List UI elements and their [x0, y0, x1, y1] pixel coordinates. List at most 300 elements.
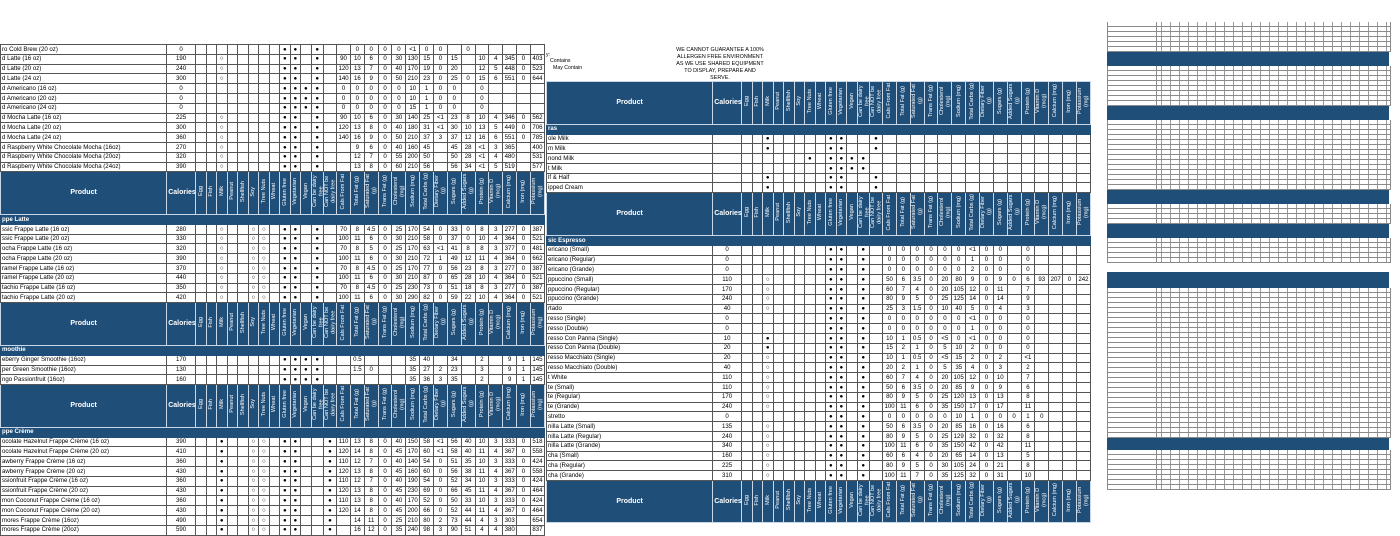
nutrient-value: 13	[350, 467, 364, 477]
allergen-mark	[773, 255, 784, 265]
nutrient-value: 2	[966, 353, 980, 363]
nutrient-value: 448	[504, 65, 515, 73]
allergen-mark	[763, 245, 774, 255]
column-header	[952, 193, 966, 236]
nutrient-value: 2	[966, 343, 980, 353]
nutrient-value	[1076, 343, 1090, 353]
column-header-label: Calcium (mg)	[506, 387, 513, 421]
diet-mark: ●	[857, 304, 869, 314]
diet-mark: ●	[836, 441, 847, 451]
allergen-mark: ●	[217, 457, 228, 467]
nutrient-value	[530, 103, 544, 113]
nutrient-value	[1063, 333, 1077, 343]
column-header-label: Dietary Fiber (g)	[980, 84, 993, 118]
diet-mark: ●	[311, 224, 323, 234]
column-header	[290, 303, 301, 346]
diet-mark: ●	[311, 74, 323, 84]
nutrient-value: 44	[461, 516, 475, 526]
mini-header-band	[1107, 438, 1389, 450]
allergen-mark: ●	[805, 154, 816, 164]
nutrient-value: 4	[475, 516, 489, 526]
nutrient-value: 12	[350, 152, 364, 162]
nutrient-value: 0	[938, 265, 952, 275]
nutrient-value: 387	[532, 284, 543, 292]
nutrient-value: 0	[350, 103, 364, 113]
nutrient-value: 367	[504, 448, 515, 456]
allergen-mark	[259, 142, 270, 152]
allergen-mark: ○	[248, 264, 259, 274]
nutrient-value	[1076, 154, 1090, 164]
column-header	[763, 82, 774, 125]
nutrient-value: 13	[350, 64, 364, 74]
nutrient-value: 36	[420, 375, 434, 385]
nutrient-value: 0	[378, 142, 392, 152]
allergen-mark	[794, 471, 805, 481]
product-name: ppuccino (Small)	[547, 275, 713, 285]
nutrient-value: 105	[953, 461, 964, 469]
allergen-mark	[238, 234, 249, 244]
allergen-mark	[763, 265, 774, 275]
nutrient-value: 30	[392, 273, 406, 283]
nutrient-value	[1076, 451, 1090, 461]
column-header-label: Saturated Fat (g)	[910, 84, 924, 118]
column-header-label: Protein (g)	[1024, 486, 1031, 513]
column-header	[815, 480, 826, 523]
nutrient-value: 1	[896, 333, 910, 343]
nutrient-value: 1.5	[350, 365, 364, 375]
nutrient-value: 0	[980, 324, 994, 334]
nutrient-value: 80	[883, 294, 897, 304]
mini-row-name	[1108, 333, 1157, 337]
nutrient-value: 364	[504, 274, 515, 282]
diet-mark	[301, 516, 312, 526]
allergen-mark	[206, 496, 217, 506]
column-header-label: Protein (g)	[1024, 199, 1031, 226]
diet-mark: ●	[280, 365, 291, 375]
allergen-mark	[773, 324, 784, 334]
allergen-mark	[794, 265, 805, 275]
allergen-mark: ○	[217, 254, 228, 264]
nutrient-value: 4	[489, 152, 503, 162]
nutrient-value: 8	[350, 264, 364, 274]
section-title: ppe Crème	[1, 427, 545, 437]
product-name: d Americano (24 oz)	[1, 103, 167, 113]
mini-row-name	[1108, 413, 1157, 417]
allergen-mark: ○	[763, 284, 774, 294]
nutrient-value: 85	[952, 422, 966, 432]
allergen-mark	[227, 234, 238, 244]
nutrient-value: 785	[532, 133, 543, 141]
column-header	[773, 193, 784, 236]
column-header	[938, 82, 952, 125]
diet-mark	[869, 245, 882, 255]
mini-row-name	[1108, 343, 1157, 347]
nutrient-value: 9	[364, 74, 378, 84]
allergen-mark	[217, 355, 228, 365]
allergen-mark: ●	[217, 525, 228, 535]
nutrient-value: 400	[532, 143, 543, 151]
diet-mark: ●	[836, 324, 847, 334]
allergen-mark	[206, 74, 217, 84]
diet-mark: ●	[311, 64, 323, 74]
nutrient-value: 0	[378, 283, 392, 293]
diet-mark: ●	[826, 461, 837, 471]
allergen-mark	[195, 162, 206, 172]
nutrient-value: 0	[993, 343, 1007, 353]
diet-mark: ●	[280, 234, 291, 244]
allergen-mark	[269, 355, 280, 365]
allergen-mark	[805, 382, 816, 392]
allergen-mark	[259, 375, 270, 385]
nutrient-value: 0	[924, 461, 938, 471]
nutrient-value: 52	[447, 506, 461, 516]
nutrient-value: 8	[461, 113, 475, 123]
nutrient-value: 464	[532, 487, 543, 495]
nutrient-value: 60	[420, 467, 434, 477]
diet-mark	[301, 74, 312, 84]
table-row	[547, 304, 1091, 314]
nutrient-value	[1007, 163, 1021, 173]
allergen-mark	[815, 324, 826, 334]
column-header-label: Calcium (mg)	[506, 174, 513, 208]
product-name: per Green Smoothie (16oz)	[1, 365, 167, 375]
allergen-mark: ○	[248, 467, 259, 477]
allergen-mark	[815, 245, 826, 255]
allergen-mark: ○	[217, 283, 228, 293]
product-name: mores Frappe Crème (20oz)	[1, 525, 167, 535]
diet-mark: ●	[280, 74, 291, 84]
column-header-label: Can NOT be dairy free	[323, 388, 337, 420]
nutrient-value: 2	[434, 516, 448, 526]
nutrient-value	[1007, 353, 1021, 363]
nutrient-value: 0	[924, 382, 938, 392]
nutrient-value: 5	[489, 64, 503, 74]
diet-mark: ●	[869, 183, 882, 193]
allergen-mark	[763, 163, 774, 173]
nutrient-value: 8	[364, 447, 378, 457]
allergen-mark	[227, 516, 238, 526]
nutrient-value: 30	[392, 293, 406, 303]
diet-mark: ●	[847, 163, 858, 173]
allergen-mark	[773, 373, 784, 383]
nutrient-value: 0	[434, 54, 448, 64]
nutrient-value: 15	[883, 343, 897, 353]
column-header-label: Shellfish	[785, 489, 792, 511]
allergen-mark	[227, 123, 238, 133]
allergen-mark	[206, 293, 217, 303]
allergen-mark: ●	[217, 437, 228, 447]
nutrient-value	[1049, 163, 1063, 173]
mini-row-name	[1108, 180, 1157, 184]
nutrient-value: 3	[475, 365, 489, 375]
nutrient-value: 210	[407, 516, 418, 524]
allergen-mark	[752, 363, 763, 373]
nutrient-value: 45	[392, 467, 406, 477]
nutrient-value: 0	[434, 234, 448, 244]
diet-mark	[323, 142, 336, 152]
table-row	[1, 516, 545, 526]
nutrient-value: 0	[980, 422, 994, 432]
allergen-mark	[195, 496, 206, 506]
table-row	[547, 314, 1091, 324]
table-row	[547, 154, 1091, 164]
nutrient-value: 0	[378, 293, 392, 303]
diet-mark	[323, 283, 336, 293]
nutrient-value: 30	[447, 123, 461, 133]
allergen-mark: ○	[217, 273, 228, 283]
column-header	[794, 82, 805, 125]
allergen-mark	[227, 93, 238, 103]
diet-mark: ●	[857, 275, 869, 285]
nutrient-value: 0	[378, 162, 392, 172]
nutrient-value: 13	[350, 162, 364, 172]
diet-mark	[301, 457, 312, 467]
table-row	[547, 343, 1091, 353]
nutrient-value: 4	[489, 113, 503, 123]
nutrient-value: 380	[504, 526, 515, 534]
allergen-mark	[206, 133, 217, 143]
calories-value: 390	[167, 437, 196, 447]
nutrient-value: 6	[364, 293, 378, 303]
allergen-mark	[815, 363, 826, 373]
allergen-mark	[805, 324, 816, 334]
nutrient-value	[517, 45, 531, 55]
nutrient-value: 25	[938, 392, 952, 402]
allergen-mark	[227, 273, 238, 283]
allergen-mark	[227, 74, 238, 84]
nutrient-value: 10	[406, 93, 420, 103]
column-header	[195, 172, 206, 215]
allergen-mark	[794, 163, 805, 173]
product-name: stretto	[547, 412, 713, 422]
allergen-mark	[794, 314, 805, 324]
nutrient-value: 13	[350, 123, 364, 133]
mini-row-name	[1108, 485, 1157, 489]
allergen-mark	[259, 365, 270, 375]
column-header	[1021, 480, 1035, 523]
diet-mark: ●	[280, 142, 291, 152]
allergen-mark	[794, 392, 805, 402]
allergen-mark	[195, 84, 206, 94]
nutrient-value: 9	[503, 365, 517, 375]
nutrient-value	[392, 355, 406, 365]
calories-value: 440	[167, 273, 196, 283]
allergen-mark	[741, 431, 752, 441]
nutrient-value	[966, 144, 980, 154]
diet-mark: ●	[323, 496, 336, 506]
mini-row	[1107, 258, 1391, 263]
allergen-mark	[238, 457, 249, 467]
nutrient-value	[1007, 183, 1021, 193]
allergen-mark	[741, 245, 752, 255]
allergen-mark: ○	[248, 496, 259, 506]
diet-mark: ●	[280, 54, 291, 64]
allergen-mark	[784, 461, 795, 471]
allergen-mark	[269, 293, 280, 303]
allergen-mark	[794, 382, 805, 392]
product-name: d Latte (20 oz)	[1, 64, 167, 74]
mini-row-name	[1108, 393, 1157, 397]
column-header: Calories	[713, 82, 742, 125]
diet-mark: ●	[857, 373, 869, 383]
nutrient-value: 521	[532, 294, 543, 302]
nutrient-value	[337, 375, 351, 385]
column-header-label: Soy	[796, 495, 803, 505]
diet-mark: ●	[280, 244, 291, 254]
nutrient-value: 0	[883, 412, 897, 422]
mini-row-name	[1108, 120, 1157, 124]
diet-mark: ●	[280, 45, 291, 55]
mini-row-name	[1108, 47, 1157, 51]
nutrient-value	[1007, 154, 1021, 164]
nutrient-value: 1	[966, 324, 980, 334]
nutrient-value	[980, 134, 994, 144]
allergen-mark	[741, 324, 752, 334]
nutrient-value: 13	[350, 437, 364, 447]
product-name: m Milk	[547, 144, 713, 154]
allergen-mark	[227, 457, 238, 467]
nutrient-value: 0	[952, 314, 966, 324]
diet-mark: ●	[280, 355, 291, 365]
column-header-label: Potassium (mg)	[531, 178, 544, 205]
allergen-mark	[269, 162, 280, 172]
column-header	[826, 480, 837, 523]
allergen-mark	[227, 103, 238, 113]
nutrient-value	[1049, 441, 1063, 451]
column-header-label: Potassium (mg)	[1077, 486, 1090, 513]
allergen-mark: ○	[259, 467, 270, 477]
allergen-mark: ○	[259, 234, 270, 244]
nutrient-value: 0	[924, 471, 938, 481]
diet-mark: ●	[857, 353, 869, 363]
column-header	[847, 193, 858, 236]
table-header-row	[547, 82, 1091, 125]
product-name: t Milk	[547, 163, 713, 173]
nutrient-value: 7	[364, 457, 378, 467]
column-header	[337, 385, 351, 428]
nutrient-value	[883, 173, 897, 183]
column-header	[952, 480, 966, 523]
nutrient-value: 20	[938, 451, 952, 461]
nutrient-value: 0	[517, 254, 531, 264]
nutrient-value: 100	[884, 442, 895, 450]
allergen-mark	[195, 64, 206, 74]
column-header	[269, 385, 280, 428]
diet-mark	[323, 224, 336, 234]
mini-row-name	[1108, 71, 1157, 75]
nutrient-value: <1	[406, 45, 420, 55]
nutrient-value	[517, 516, 531, 526]
product-name: tachio Frappe Latte (16 oz)	[1, 283, 167, 293]
nutrient-value: 1	[910, 363, 924, 373]
table-row	[1, 283, 545, 293]
product-name: ppuccino (Regular)	[547, 284, 713, 294]
column-header	[195, 303, 206, 346]
column-header	[434, 172, 448, 215]
nutrient-value	[1063, 353, 1077, 363]
nutrient-value: 65	[952, 451, 966, 461]
column-header-label: Egg	[743, 96, 750, 106]
diet-mark: ●	[857, 363, 869, 373]
diet-mark: ●	[847, 154, 858, 164]
allergen-mark	[741, 422, 752, 432]
allergen-mark	[784, 294, 795, 304]
nutrient-value: 277	[504, 225, 515, 233]
table-row	[1, 244, 545, 254]
middle-nutrition-table	[546, 81, 1091, 523]
nutrient-value	[1063, 163, 1077, 173]
nutrient-value	[447, 45, 461, 55]
allergen-mark: ●	[763, 144, 774, 154]
column-header-label: Soy	[250, 317, 257, 328]
diet-mark	[323, 234, 336, 244]
nutrient-value	[980, 154, 994, 164]
allergen-mark	[773, 284, 784, 294]
column-header	[392, 303, 406, 346]
nutrient-value: 87	[420, 273, 434, 283]
nutrient-value: 0	[883, 245, 897, 255]
product-name: nond Milk	[547, 154, 713, 164]
allergen-mark	[269, 93, 280, 103]
diet-mark	[847, 373, 858, 383]
column-header-label: Tree Nuts	[260, 179, 267, 204]
diet-mark: ●	[857, 255, 869, 265]
nutrient-value: 50	[883, 275, 897, 285]
nutrient-value	[1049, 461, 1063, 471]
left-nutrition-table	[0, 44, 545, 536]
allergen-mark	[752, 412, 763, 422]
diet-mark: ●	[836, 471, 847, 481]
nutrient-value: 15	[952, 353, 966, 363]
table-row	[547, 441, 1091, 451]
allergen-mark	[794, 431, 805, 441]
column-header-label: Saturated Fat (g)	[910, 482, 924, 517]
column-header-label: Shellfish	[239, 180, 246, 202]
allergen-mark	[784, 451, 795, 461]
diet-mark: ●	[311, 293, 323, 303]
allergen-mark: ○	[248, 516, 259, 526]
nutrient-value	[1063, 154, 1077, 164]
diet-mark	[301, 234, 312, 244]
column-header	[217, 172, 228, 215]
nutrient-value	[1021, 134, 1035, 144]
nutrient-value	[1063, 441, 1077, 451]
column-header	[993, 480, 1007, 523]
diet-mark: ●	[290, 486, 301, 496]
column-header-label: Soy	[250, 186, 257, 197]
column-header-label: Peanut	[775, 491, 782, 509]
allergen-mark	[784, 284, 795, 294]
nutrient-value: 0	[378, 437, 392, 447]
nutrient-value: 0	[434, 264, 448, 274]
nutrient-value: 1	[1021, 412, 1035, 422]
nutrient-value: 11	[896, 441, 910, 451]
nutrient-value: 521	[532, 274, 543, 282]
mini-row-name	[1108, 219, 1157, 223]
nutrient-value: 0	[910, 245, 924, 255]
nutrient-value: 49	[447, 254, 461, 264]
nutrient-value: 0	[378, 45, 392, 55]
nutrient-value: 0	[475, 93, 489, 103]
nutrient-value: 35	[406, 375, 420, 385]
mini-row-name	[1108, 22, 1157, 26]
column-header-label: Sugars (g)	[451, 178, 458, 205]
nutrient-value: 5	[489, 162, 503, 172]
table-row	[1, 224, 545, 234]
diet-mark: ●	[290, 234, 301, 244]
allergen-mark	[195, 467, 206, 477]
allergen-mark	[238, 283, 249, 293]
